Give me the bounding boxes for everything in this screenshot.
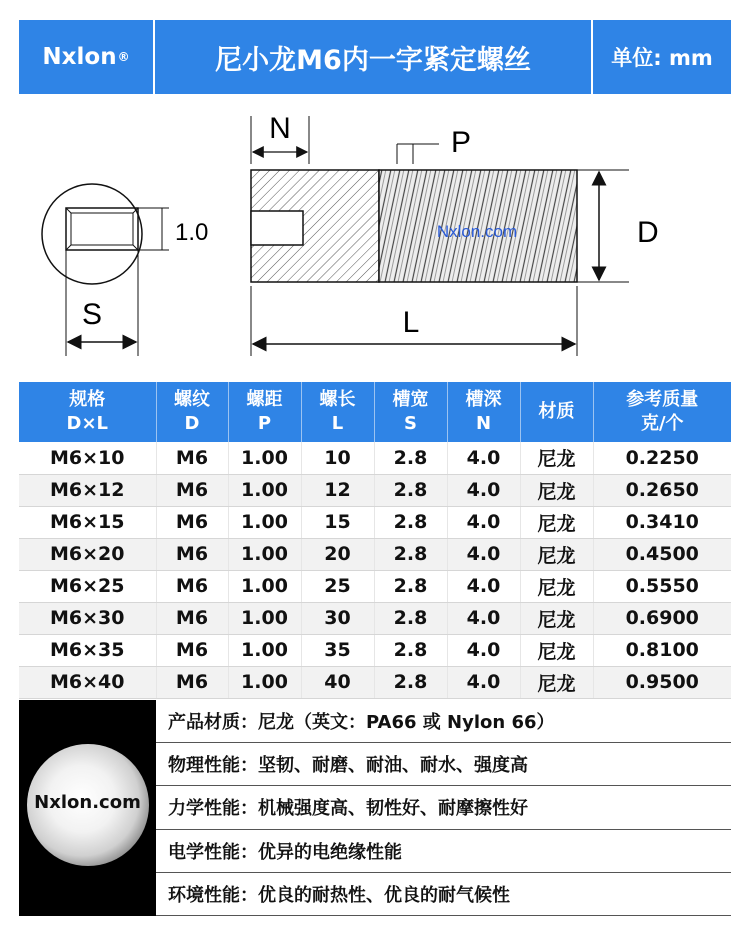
- side-view: [251, 112, 659, 356]
- property-line: 环境性能：优良的耐热性、优良的耐气候性: [156, 873, 731, 916]
- table-cell: 1.00: [228, 442, 301, 474]
- table-cell: 4.0: [447, 602, 520, 634]
- table-cell: 4.0: [447, 570, 520, 602]
- table-row: [19, 538, 731, 570]
- table-body: [19, 442, 731, 698]
- table-cell: 35: [301, 634, 374, 666]
- table-cell: 1.00: [228, 474, 301, 506]
- technical-drawing: [19, 94, 731, 382]
- table-cell: M6: [156, 474, 228, 506]
- column-header-line2: D: [184, 413, 200, 434]
- table-cell: 0.2650: [593, 474, 731, 506]
- diameter-label: D: [637, 216, 659, 249]
- table-cell: M6×20: [19, 538, 156, 570]
- column-header-line1: 槽宽: [392, 389, 429, 410]
- table-cell: 尼龙: [520, 634, 593, 666]
- table-cell: 40: [301, 666, 374, 698]
- table-cell: 2.8: [374, 442, 447, 474]
- end-view: [42, 184, 208, 356]
- page-title: 尼小龙M6内一字紧定螺丝: [155, 20, 593, 94]
- column-header-line2: 克/个: [640, 413, 684, 434]
- table-cell: 4.0: [447, 666, 520, 698]
- table-cell: M6: [156, 442, 228, 474]
- table-row: [19, 570, 731, 602]
- brand-logo: [19, 20, 155, 94]
- table-cell: M6: [156, 570, 228, 602]
- table-row: [19, 602, 731, 634]
- column-header-line1: 规格: [69, 389, 106, 410]
- table-cell: M6: [156, 602, 228, 634]
- column-header-line1: 螺距: [246, 389, 283, 410]
- table-cell: 30: [301, 602, 374, 634]
- table-cell: 尼龙: [520, 474, 593, 506]
- table-cell: 2.8: [374, 506, 447, 538]
- table-cell: 0.9500: [593, 666, 731, 698]
- column-header: [228, 382, 301, 442]
- table-cell: 1.00: [228, 634, 301, 666]
- table-cell: 4.0: [447, 474, 520, 506]
- table-cell: 1.00: [228, 538, 301, 570]
- table-row: [19, 666, 731, 698]
- table-cell: 尼龙: [520, 506, 593, 538]
- table-cell: 4.0: [447, 634, 520, 666]
- table-cell: 尼龙: [520, 602, 593, 634]
- table-cell: M6×15: [19, 506, 156, 538]
- column-header-line1: 材质: [538, 401, 575, 422]
- table-cell: M6×30: [19, 602, 156, 634]
- table-cell: 1.00: [228, 666, 301, 698]
- slot-depth-label: 1.0: [175, 219, 209, 246]
- table-cell: M6×40: [19, 666, 156, 698]
- table-cell: M6×35: [19, 634, 156, 666]
- column-header-line1: 螺纹: [174, 389, 210, 410]
- unit-label: 单位: mm: [611, 46, 713, 70]
- drawing-watermark: Nxlon.com: [436, 222, 518, 241]
- properties-list: [156, 700, 731, 916]
- column-header-line1: 螺长: [319, 389, 356, 410]
- table-cell: M6: [156, 538, 228, 570]
- column-header-line2: S: [404, 413, 417, 434]
- column-header-line1: 参考质量: [626, 389, 699, 410]
- header-bar: [19, 20, 731, 94]
- table-row: [19, 506, 731, 538]
- column-header-line1: 槽深: [465, 389, 502, 410]
- table-row: [19, 442, 731, 474]
- column-header: [301, 382, 374, 442]
- table-cell: 0.2250: [593, 442, 731, 474]
- table-cell: 15: [301, 506, 374, 538]
- photo-watermark: Nxlon.com: [34, 792, 141, 813]
- table-cell: 2.8: [374, 602, 447, 634]
- registered-mark: ®: [117, 50, 130, 64]
- slot-width-label: S: [81, 298, 103, 331]
- table-cell: 20: [301, 538, 374, 570]
- table-cell: M6×10: [19, 442, 156, 474]
- table-cell: 尼龙: [520, 570, 593, 602]
- table-cell: 尼龙: [520, 538, 593, 570]
- table-cell: 4.0: [447, 538, 520, 570]
- column-header: [19, 382, 156, 442]
- table-cell: 0.8100: [593, 634, 731, 666]
- column-header-line2: L: [331, 413, 344, 434]
- table-cell: 2.8: [374, 570, 447, 602]
- table-cell: 0.3410: [593, 506, 731, 538]
- property-line: 力学性能：机械强度高、韧性好、耐摩擦性好: [156, 786, 731, 829]
- table-cell: 1.00: [228, 570, 301, 602]
- column-header: [374, 382, 447, 442]
- table-cell: 4.0: [447, 442, 520, 474]
- property-line: 电学性能：优异的电绝缘性能: [156, 830, 731, 873]
- pitch-label: P: [451, 126, 472, 159]
- table-cell: 1.00: [228, 602, 301, 634]
- column-header-line2: D×L: [66, 413, 108, 434]
- column-header-line2: P: [257, 413, 272, 434]
- property-line: 物理性能：坚韧、耐磨、耐油、耐水、强度高: [156, 743, 731, 786]
- column-header: [593, 382, 731, 442]
- properties-panel: [19, 700, 731, 916]
- table-row: [19, 634, 731, 666]
- table-cell: 0.5550: [593, 570, 731, 602]
- table-cell: M6: [156, 506, 228, 538]
- table-header-row: [19, 382, 731, 442]
- table-cell: 0.4500: [593, 538, 731, 570]
- table-cell: 尼龙: [520, 442, 593, 474]
- table-cell: 尼龙: [520, 666, 593, 698]
- spec-table: [19, 382, 731, 699]
- table-cell: 2.8: [374, 538, 447, 570]
- table-cell: 4.0: [447, 506, 520, 538]
- pellets-photo: [19, 700, 156, 916]
- column-header-line2: N: [475, 413, 492, 434]
- table-cell: 2.8: [374, 474, 447, 506]
- length-label: L: [402, 306, 420, 339]
- table-cell: 25: [301, 570, 374, 602]
- table-cell: M6×25: [19, 570, 156, 602]
- table-cell: 12: [301, 474, 374, 506]
- table-row: [19, 474, 731, 506]
- property-line: 产品材质：尼龙（英文：PA66 或 Nylon 66）: [156, 700, 731, 743]
- table-cell: 1.00: [228, 506, 301, 538]
- brand-name: Nxlon: [42, 44, 117, 70]
- slot-depth-n-label: N: [269, 112, 291, 145]
- table-cell: M6×12: [19, 474, 156, 506]
- table-cell: 0.6900: [593, 602, 731, 634]
- table-cell: 10: [301, 442, 374, 474]
- table-cell: 2.8: [374, 666, 447, 698]
- table-cell: 2.8: [374, 634, 447, 666]
- table-cell: M6: [156, 666, 228, 698]
- column-header: [520, 382, 593, 442]
- column-header: [156, 382, 228, 442]
- table-cell: M6: [156, 634, 228, 666]
- column-header: [447, 382, 520, 442]
